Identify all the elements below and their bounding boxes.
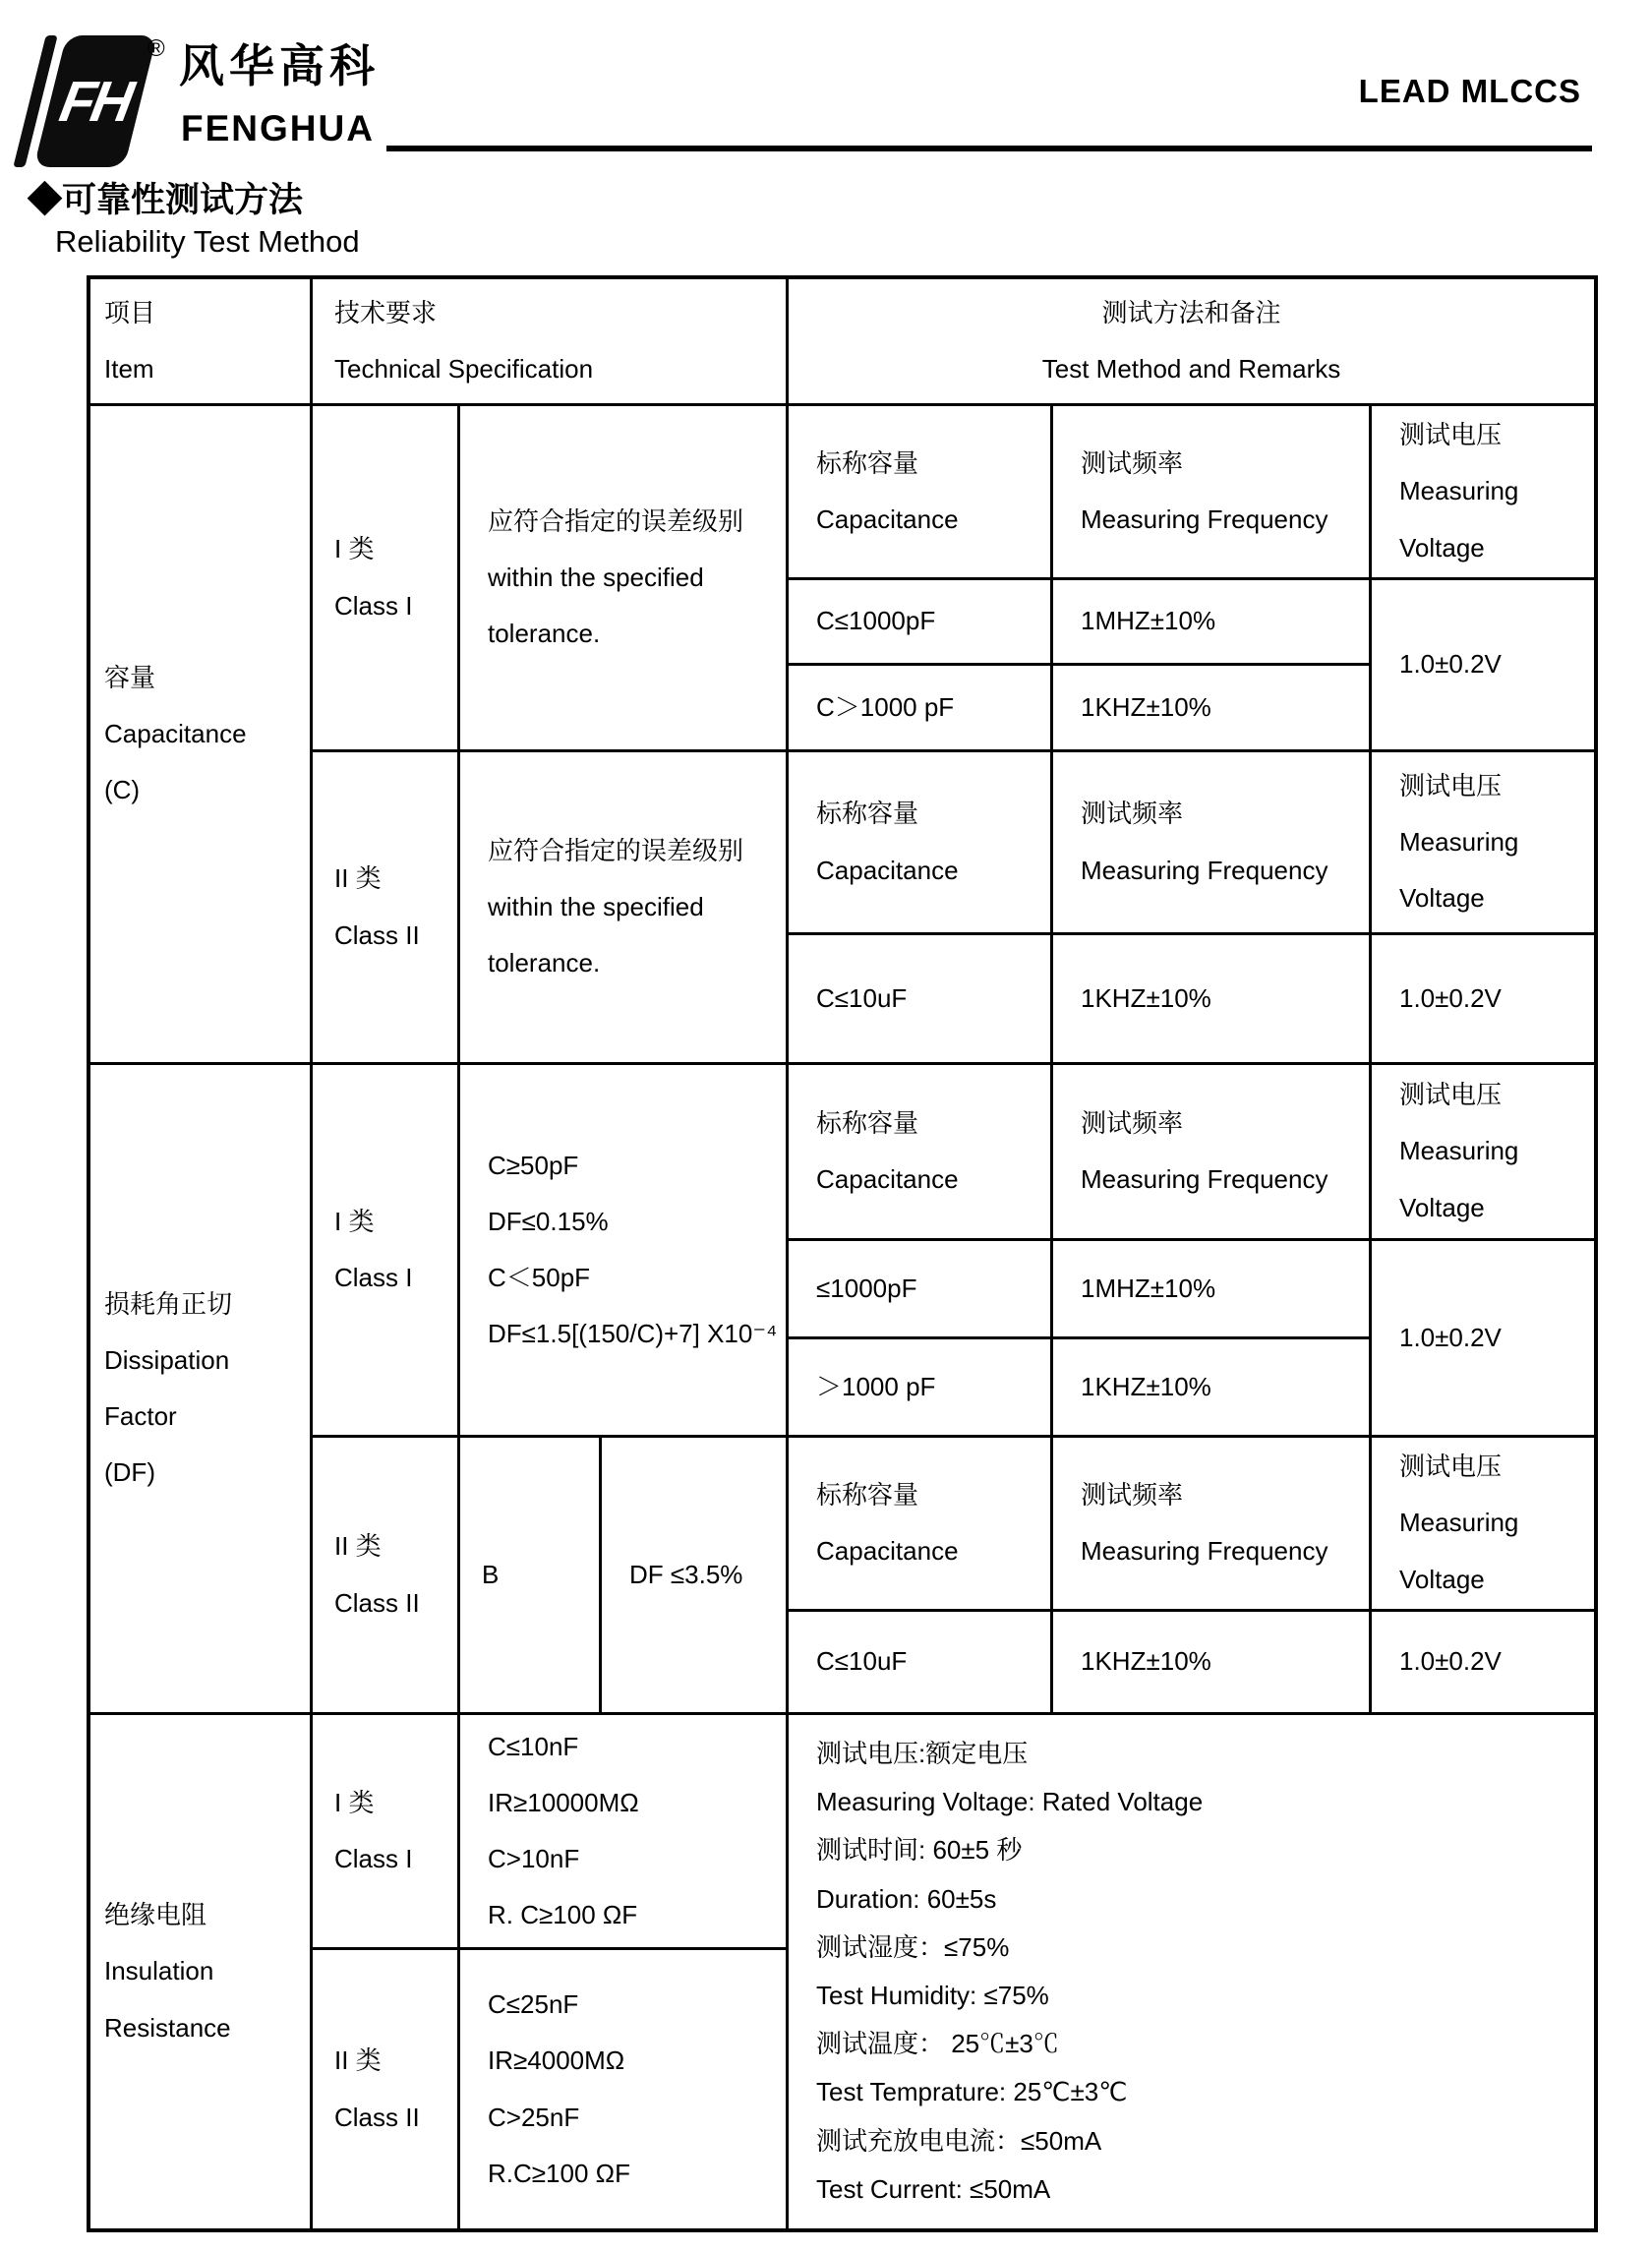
- ir-class2-spec: C≤25nF IR≥4000MΩ C>25nF R.C≥100 ΩF: [460, 1950, 786, 2228]
- df-class1-row2-freq: 1KHZ±10%: [1053, 1339, 1369, 1435]
- section-title-en: Reliability Test Method: [55, 224, 360, 259]
- logo-mark-letters: FH: [55, 69, 136, 134]
- fenghua-logo: [30, 35, 141, 167]
- section-title-cn: ◆可靠性测试方法: [28, 181, 304, 219]
- df-class1-spec: C≥50pF DF≤0.15% C＜50pF DF≤1.5[(150/C)+7] X10⁻⁴: [460, 1065, 786, 1435]
- df-class1-row1-freq: 1MHZ±10%: [1053, 1241, 1369, 1336]
- ir-class1-spec: C≤10nF IR≥10000MΩ C>10nF R. C≥100 ΩF: [460, 1715, 786, 1947]
- cap-class1-row1-cap: C≤1000pF: [789, 580, 1050, 663]
- df-class1-label: I 类 Class I: [313, 1065, 457, 1435]
- df-class2-spec-b: B: [460, 1438, 599, 1712]
- df-class1-voltage: 1.0±0.2V: [1372, 1241, 1594, 1435]
- df-class2-sub-voltage: 测试电压 Measuring Voltage: [1372, 1438, 1594, 1609]
- df-class1-sub-frequency: 测试频率 Measuring Frequency: [1053, 1065, 1369, 1238]
- cap-class1-row2-freq: 1KHZ±10%: [1053, 666, 1369, 749]
- cap-class1-voltage: 1.0±0.2V: [1372, 580, 1594, 749]
- cap-class1-label: I 类 Class I: [313, 406, 457, 749]
- header-rule: [386, 146, 1592, 151]
- item-capacitance: 容量 Capacitance (C): [90, 406, 310, 1062]
- cap-class1-row1-freq: 1MHZ±10%: [1053, 580, 1369, 663]
- cap-class2-row1-cap: C≤10uF: [789, 935, 1050, 1062]
- item-dissipation-factor: 损耗角正切 Dissipation Factor (DF): [90, 1065, 310, 1712]
- ir-class1-label: I 类 Class I: [313, 1715, 457, 1947]
- cap-class2-sub-frequency: 测试频率 Measuring Frequency: [1053, 752, 1369, 932]
- company-name-cn: 风华高科: [179, 40, 380, 91]
- ir-test-method: 测试电压:额定电压 Measuring Voltage: Rated Voltage 测试时间: 60±5 秒 Duration: 60±5s 测试湿度：≤75% Test Humidity: ≤75% 测试温度： 25℃±3℃ Test Temprature: 25℃±3℃ 测试充放电电流：≤50mA Test Current: ≤50mA: [789, 1715, 1594, 2228]
- ir-class2-label: II 类 Class II: [313, 1950, 457, 2228]
- cap-class2-spec: 应符合指定的误差级别 within the specified tolerance.: [460, 752, 786, 1062]
- th-test-method: 测试方法和备注 Test Method and Remarks: [789, 279, 1594, 403]
- cap-class2-row1-freq: 1KHZ±10%: [1053, 935, 1369, 1062]
- th-item: 项目 Item: [90, 279, 310, 403]
- df-class2-label: II 类 Class II: [313, 1438, 457, 1712]
- registered-trademark-symbol: ®: [148, 35, 165, 62]
- cap-class1-row2-cap: C＞1000 pF: [789, 666, 1050, 749]
- cap-class2-label: II 类 Class II: [313, 752, 457, 1062]
- df-class1-row1-cap: ≤1000pF: [789, 1241, 1050, 1336]
- df-class2-sub-capacitance: 标称容量 Capacitance: [789, 1438, 1050, 1609]
- cap-class1-sub-voltage: 测试电压 Measuring Voltage: [1372, 406, 1594, 577]
- cap-class2-voltage: 1.0±0.2V: [1372, 935, 1594, 1062]
- item-insulation-resistance: 绝缘电阻 Insulation Resistance: [90, 1715, 310, 2228]
- df-class1-row2-cap: ＞1000 pF: [789, 1339, 1050, 1435]
- df-class2-spec-df: DF ≤3.5%: [602, 1438, 786, 1712]
- cap-class1-sub-frequency: 测试频率 Measuring Frequency: [1053, 406, 1369, 577]
- df-class2-row1-freq: 1KHZ±10%: [1053, 1612, 1369, 1712]
- df-class2-sub-frequency: 测试频率 Measuring Frequency: [1053, 1438, 1369, 1609]
- document-title: LEAD MLCCS: [1358, 73, 1581, 109]
- cap-class2-sub-capacitance: 标称容量 Capacitance: [789, 752, 1050, 932]
- th-technical-specification: 技术要求 Technical Specification: [313, 279, 786, 403]
- cap-class2-sub-voltage: 测试电压 Measuring Voltage: [1372, 752, 1594, 932]
- cap-class1-spec: 应符合指定的误差级别 within the specified tolerance.: [460, 406, 786, 749]
- df-class1-sub-capacitance: 标称容量 Capacitance: [789, 1065, 1050, 1238]
- df-class2-spec: [460, 1438, 786, 1712]
- df-class1-sub-voltage: 测试电压 Measuring Voltage: [1372, 1065, 1594, 1238]
- df-class2-row1-cap: C≤10uF: [789, 1612, 1050, 1712]
- company-name-en: FENGHUA: [181, 108, 375, 148]
- df-class2-voltage: 1.0±0.2V: [1372, 1612, 1594, 1712]
- reliability-test-table: [87, 275, 1598, 2232]
- cap-class1-sub-capacitance: 标称容量 Capacitance: [789, 406, 1050, 577]
